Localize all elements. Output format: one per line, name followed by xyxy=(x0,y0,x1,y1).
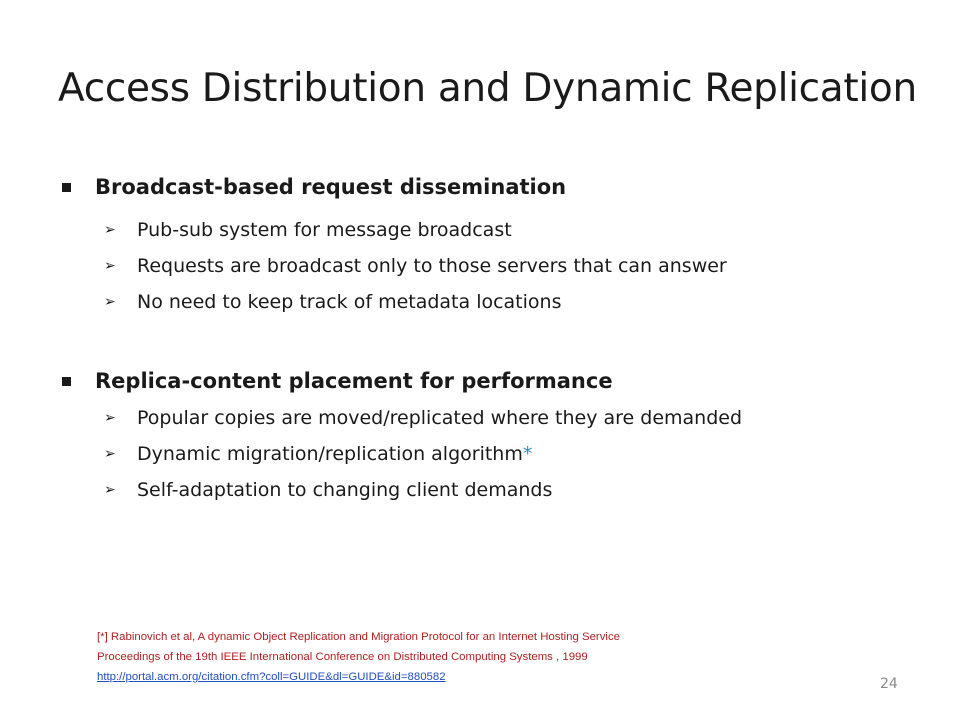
list-item xyxy=(104,407,742,429)
list-item-text: Popular copies are moved/replicated where they are demanded xyxy=(137,407,743,429)
list-item xyxy=(104,443,532,465)
square-bullet-icon xyxy=(62,183,71,192)
slide-title: Access Distribution and Dynamic Replication xyxy=(58,66,917,111)
footnote-link[interactable]: http://portal.acm.org/citation.cfm?coll=GUIDE&dl=GUIDE&id=880582 xyxy=(97,671,446,683)
section-heading-broadcast xyxy=(62,175,566,199)
list-item-text: Pub-sub system for message broadcast xyxy=(137,219,512,241)
footnote-citation: [*] Rabinovich et al, A dynamic Object Replication and Migration Protocol for an Internet Hosting Service xyxy=(97,631,620,643)
arrow-bullet-icon: ➢ xyxy=(104,446,116,462)
square-bullet-icon xyxy=(62,377,71,386)
footnote xyxy=(97,627,620,687)
list-item-text: Requests are broadcast only to those servers that can answer xyxy=(137,255,727,277)
list-item-text: Self-adaptation to changing client demands xyxy=(137,479,553,501)
section-heading-replica xyxy=(62,369,613,393)
list-item-text: No need to keep track of metadata locations xyxy=(137,291,562,313)
list-item xyxy=(104,219,512,241)
arrow-bullet-icon: ➢ xyxy=(104,294,116,310)
list-item xyxy=(104,479,552,501)
list-item xyxy=(104,291,561,313)
section-heading-text: Replica-content placement for performance xyxy=(95,369,613,393)
arrow-bullet-icon: ➢ xyxy=(104,482,116,498)
footnote-marker[interactable]: * xyxy=(522,443,533,465)
page-number: 24 xyxy=(880,676,898,692)
list-item xyxy=(104,255,727,277)
list-item-text-main: Dynamic migration/replication algorithm xyxy=(137,443,523,465)
footnote-proceedings: Proceedings of the 19th IEEE International Conference on Distributed Computing Systems , 1999 xyxy=(97,651,588,663)
arrow-bullet-icon: ➢ xyxy=(104,222,116,238)
section-heading-text: Broadcast-based request dissemination xyxy=(95,175,567,199)
arrow-bullet-icon: ➢ xyxy=(104,258,116,274)
arrow-bullet-icon: ➢ xyxy=(104,410,116,426)
list-item-text xyxy=(137,443,532,465)
